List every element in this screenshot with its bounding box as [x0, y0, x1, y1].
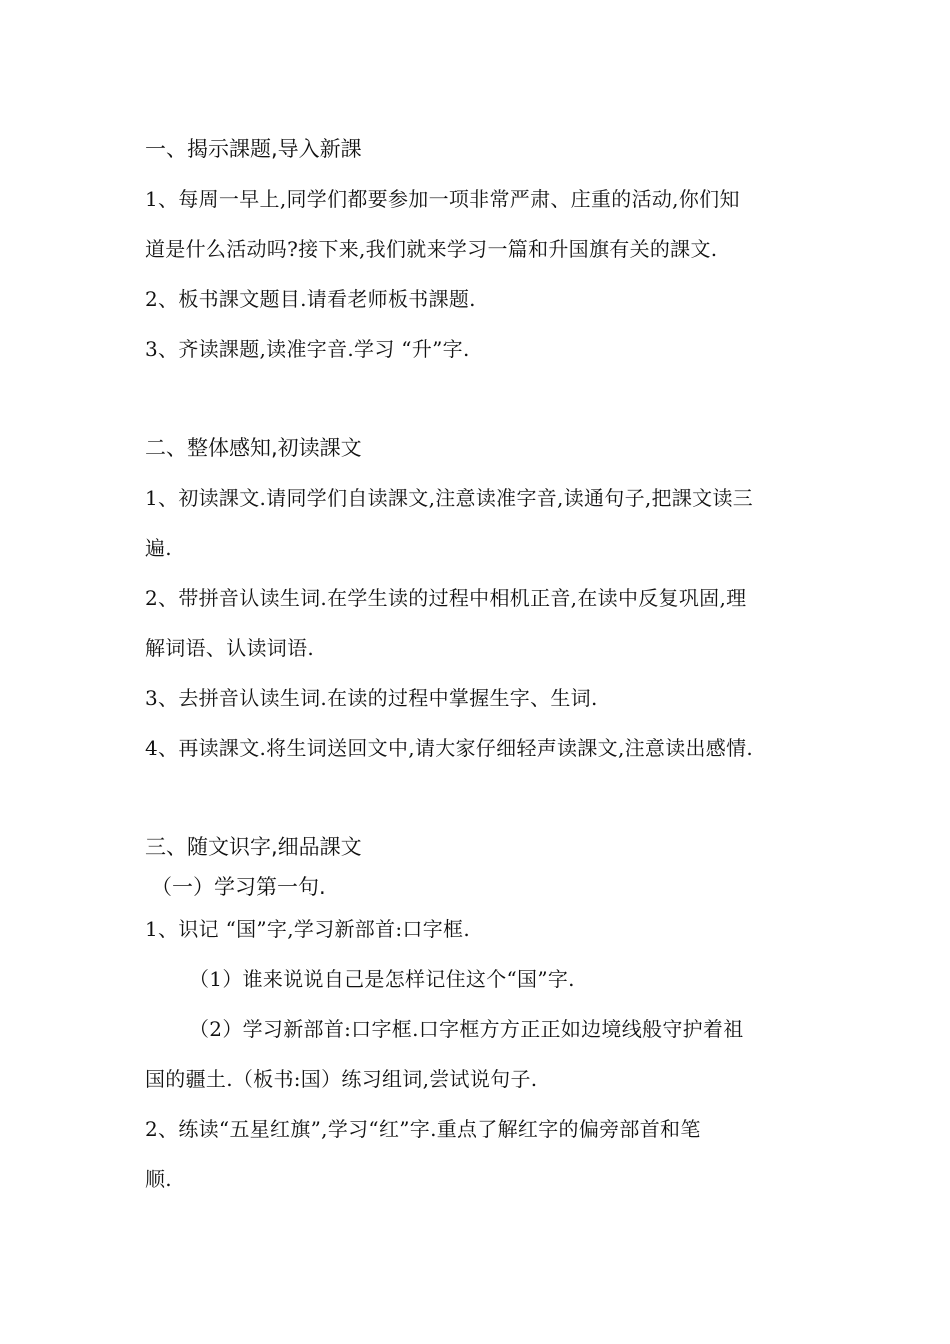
- section-2-item-1b: 遍.: [145, 536, 172, 560]
- section-3-sub-heading: （一）学习第一句.: [151, 875, 326, 899]
- section-2-item-2a: 2、带拼音认读生词.在学生读的过程中相机正音,在读中反复巩固,理: [145, 586, 747, 610]
- section-1-item-1a: 1、每周一早上,同学们都要参加一项非常严肃、庄重的活动,你们知: [145, 187, 740, 211]
- section-2-item-1a: 1、初读課文.请同学们自读課文,注意读准字音,读通句子,把課文读三: [145, 486, 754, 510]
- section-3-heading: 三、随文识字,细品課文: [145, 835, 362, 859]
- section-2-item-2b: 解词语、认读词语.: [145, 636, 315, 660]
- section-2: [145, 433, 815, 773]
- section-1-item-2: 2、板书課文题目.请看老师板书課题.: [145, 287, 476, 311]
- section-3-item-1-1: （1）谁来说说自己是怎样记住这个“国”字.: [189, 967, 575, 991]
- section-1-item-1b: 道是什么活动吗?接下来,我们就来学习一篇和升国旗有关的課文.: [145, 237, 718, 261]
- section-1-heading: 一、揭示課题,导入新課: [145, 137, 362, 161]
- section-1: [145, 134, 815, 374]
- section-3: [145, 832, 815, 1204]
- section-2-item-4: 4、再读課文.将生词送回文中,请大家仔细轻声读課文,注意读出感情.: [145, 736, 754, 760]
- section-3-item-1: 1、识记 “国”字,学习新部首:口字框.: [145, 917, 470, 941]
- section-2-item-3: 3、去拼音认读生词.在读的过程中掌握生字、生词.: [145, 686, 598, 710]
- section-2-heading: 二、整体感知,初读課文: [145, 436, 362, 460]
- section-1-item-3: 3、齐读課题,读准字音.学习 “升”字.: [145, 337, 470, 361]
- section-3-item-2b: 顺.: [145, 1167, 172, 1191]
- section-3-item-1-2a: （2）学习新部首:口字框.口字框方方正正如边境线般守护着祖: [189, 1017, 744, 1041]
- section-3-item-2a: 2、练读“五星红旗”,学习“红”字.重点了解红字的偏旁部首和笔: [145, 1117, 701, 1141]
- section-3-item-1-2b: 国的疆土.（板书:国）练习组词,尝试说句子.: [145, 1067, 538, 1091]
